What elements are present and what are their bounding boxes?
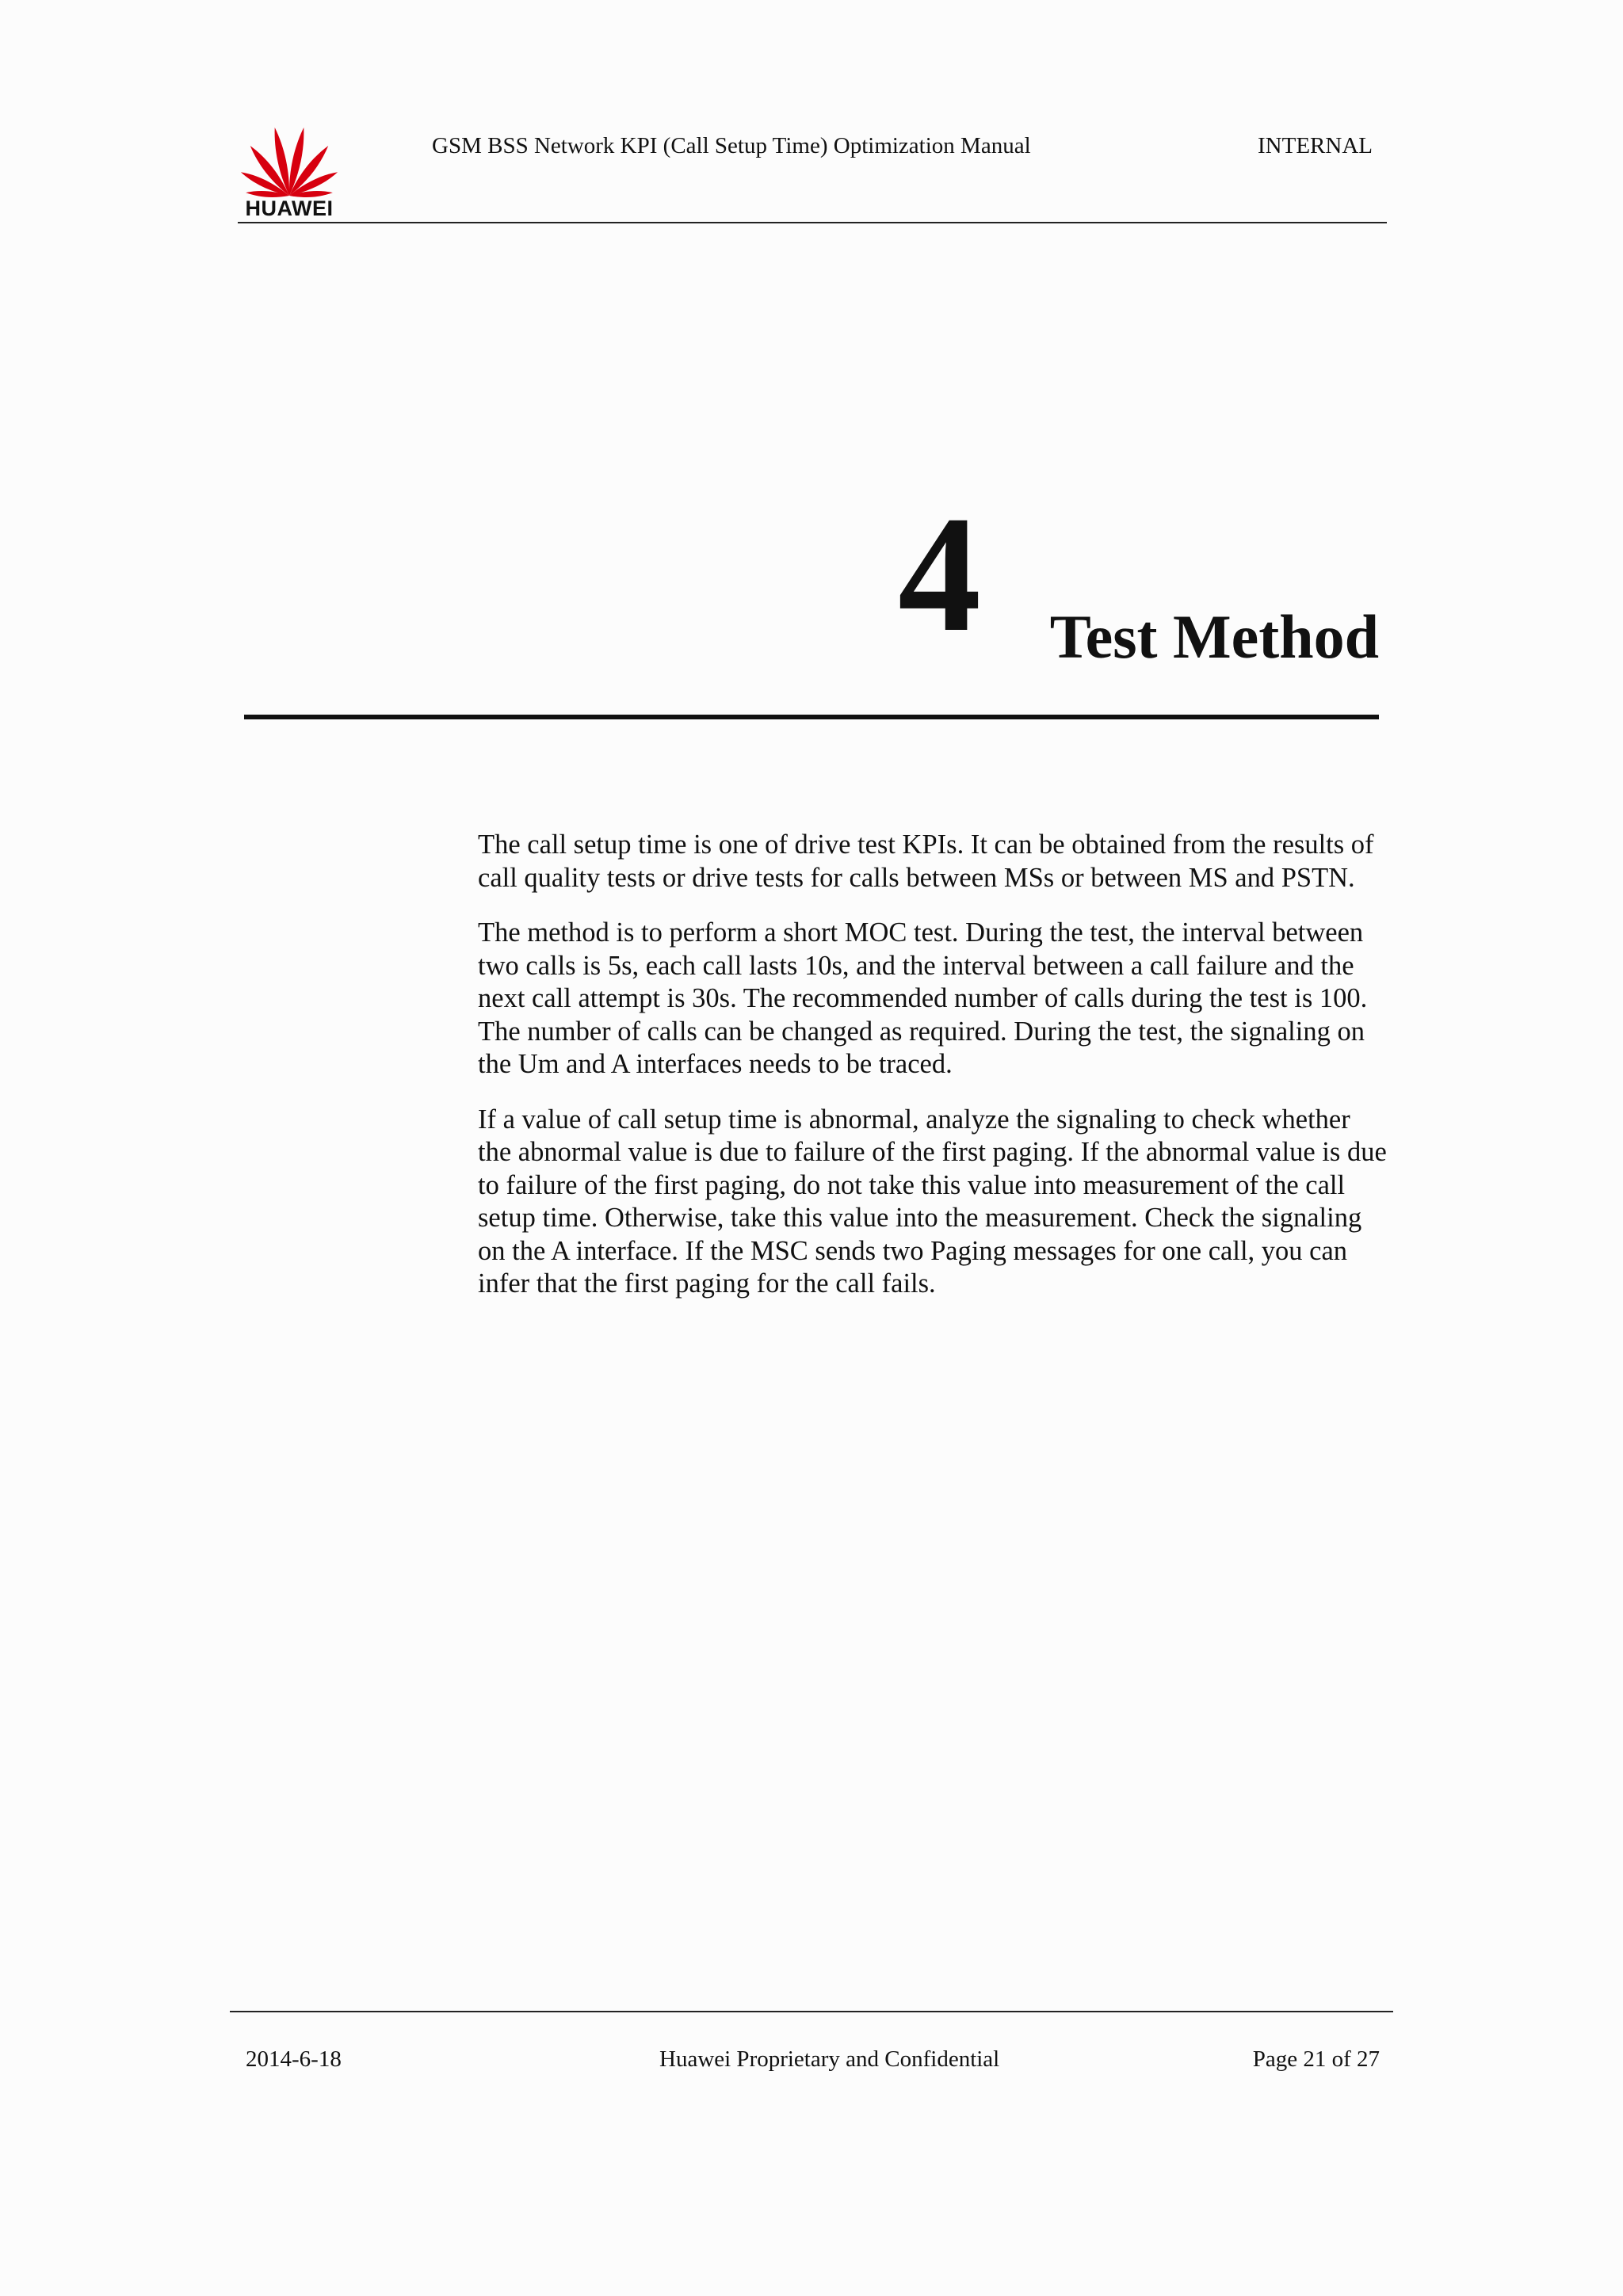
- chapter-number: 4: [898, 482, 981, 666]
- footer-page-number: Page 21 of 27: [1252, 2046, 1380, 2072]
- footer-divider: [230, 2011, 1393, 2012]
- huawei-wordmark: HUAWEI: [245, 196, 334, 220]
- paragraph: The call setup time is one of drive test KPIs. It can be obtained from the results of call quality tests or drive tests for calls between MSs or between MS and PSTN.: [478, 830, 1374, 893]
- chapter-title: Test Method: [1049, 602, 1379, 671]
- header-divider: [238, 222, 1387, 223]
- paragraph: The method is to perform a short MOC test. During the test, the interval between two calls is 5s, each call lasts 10s, and the interval between a call failure and the next call attempt is 30s. The recommended number of calls during the test is 100. The number of calls can be changed as required. During the test, the signaling on the Um and A interfaces needs to be traced.: [478, 917, 1368, 1079]
- footer-confidentiality: Huawei Proprietary and Confidential: [659, 2046, 1000, 2072]
- classification-label: INTERNAL: [1258, 133, 1373, 158]
- footer-date: 2014-6-18: [246, 2046, 342, 2072]
- body-text: [478, 829, 1389, 1323]
- paragraph: If a value of call setup time is abnormal, analyze the signaling to check whether the abnormal value is due to failure of the first paging. If the abnormal value is due to failure of the first paging, do not take this value into measurement of the call setup time. Otherwise, take this value into the measurement. Check the signaling on the A interface. If the MSC sends two Paging messages for one call, you can infer that the first paging for the call fails.: [478, 1104, 1387, 1299]
- document-title: GSM BSS Network KPI (Call Setup Time) Optimization Manual: [432, 133, 1031, 158]
- chapter-divider: [244, 715, 1379, 719]
